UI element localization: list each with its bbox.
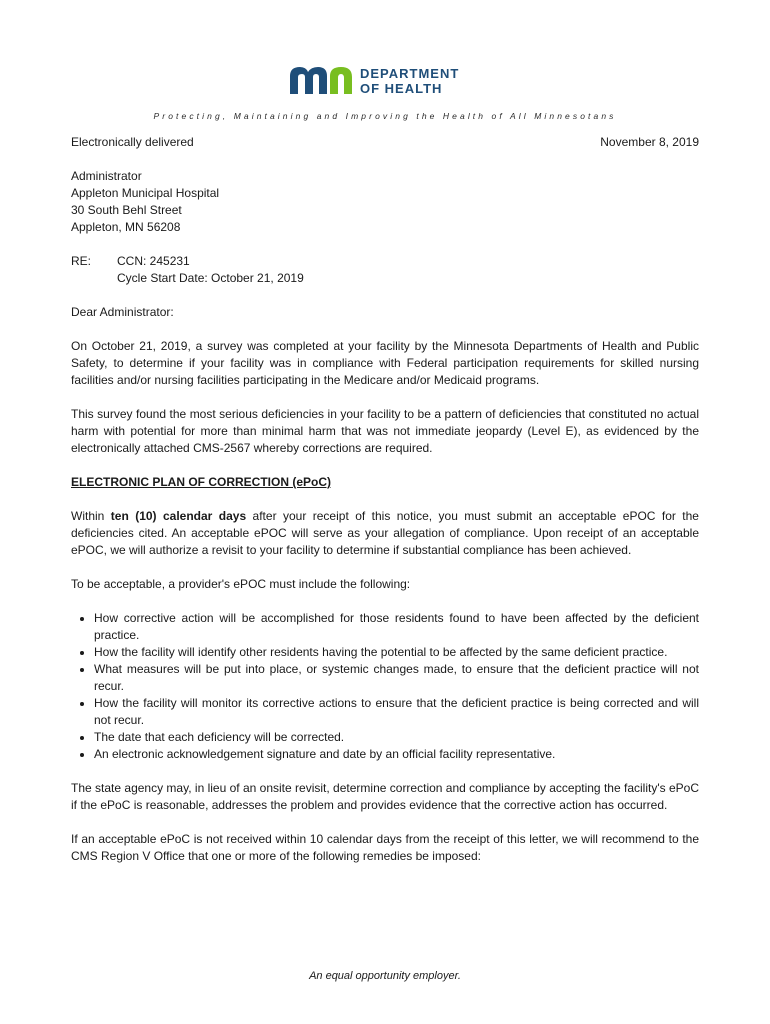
requirements-list <box>71 610 699 763</box>
paragraph-survey: On October 21, 2019, a survey was completed at your facility by the Minnesota Departments of Health and Public Safety, to determine if your facility was in compliance with Federal participation requirements for skilled nursing facilities and/or nursing facilities participating in the Medicare and/or Medicaid programs. <box>71 339 699 387</box>
tagline: Protecting, Maintaining and Improving the Health of All Minnesotans <box>153 111 617 121</box>
logo-text-of-health: OF HEALTH <box>360 81 443 96</box>
list-item: • The date that each deficiency will be corrected. <box>94 729 699 746</box>
recipient-address <box>71 168 699 236</box>
recipient-line: Appleton, MN 56208 <box>71 220 181 234</box>
re-cycle-start: Cycle Start Date: October 21, 2019 <box>117 271 304 285</box>
letter-body <box>71 134 699 882</box>
recipient-line: Appleton Municipal Hospital <box>71 186 220 200</box>
re-ccn: CCN: 245231 <box>117 254 190 268</box>
paragraph-epoc-deadline <box>71 508 699 559</box>
paragraph-requirements-intro: To be acceptable, a provider's ePOC must include the following: <box>71 577 411 591</box>
mn-logo-mark <box>290 67 352 94</box>
paragraph-findings: This survey found the most serious deficiencies in your facility to be a pattern of deficiencies that constituted no actual harm with potential for more than minimal harm that was not immediate jeopardy (Level E), as evidenced by the electronically attached CMS-2567 whereby corrections are required. <box>71 407 699 455</box>
footer-equal-opportunity: An equal opportunity employer. <box>309 970 461 982</box>
re-label: RE: <box>71 254 92 268</box>
re-block <box>71 253 699 287</box>
logo-text-department: DEPARTMENT <box>360 66 460 81</box>
recipient-line: Administrator <box>71 169 142 183</box>
salutation: Dear Administrator: <box>71 305 174 319</box>
paragraph-onsite-revisit: The state agency may, in lieu of an onsite revisit, determine correction and compliance by accepting the facility's ePoC if the ePoC is reasonable, addresses the problem and provides evidence that the corrective action has occurred. <box>71 781 699 812</box>
delivery-method: Electronically delivered <box>71 135 194 149</box>
delivery-date-row <box>71 134 699 151</box>
list-item: • What measures will be put into place, or systemic changes made, to ensure that the deficient practice will not recur. <box>94 661 699 695</box>
section-heading: ELECTRONIC PLAN OF CORRECTION (ePoC) <box>71 475 331 489</box>
deadline-rest: after your receipt of this notice, you must submit an acceptable ePOC for the deficiencies cited. An acceptable ePOC will serve as your allegation of compliance. Upon receipt of an acceptable ePOC, we will authorize a revisit to your facility to determine if substantial compliance has been achieved. <box>71 509 699 557</box>
deadline-intro: Within <box>71 509 111 523</box>
list-item: • How the facility will identify other residents having the potential to be affected by the same deficient practice. <box>94 644 699 661</box>
list-item: • How the facility will monitor its corrective actions to ensure that the deficient practice is being corrected and will not recur. <box>94 695 699 729</box>
mn-department-of-health-logo <box>288 64 488 96</box>
deadline-bold: ten (10) calendar days <box>110 509 247 523</box>
letter-date: November 8, 2019 <box>600 135 699 149</box>
list-item: • How corrective action will be accomplished for those residents found to have been affected by the deficient practice. <box>94 610 699 644</box>
list-item: • An electronic acknowledgement signature and date by an official facility representative. <box>94 746 699 763</box>
recipient-line: 30 South Behl Street <box>71 203 182 217</box>
paragraph-remedies: If an acceptable ePoC is not received within 10 calendar days from the receipt of this letter, we will recommend to the CMS Region V Office that one or more of the following remedies be imposed: <box>71 832 699 863</box>
